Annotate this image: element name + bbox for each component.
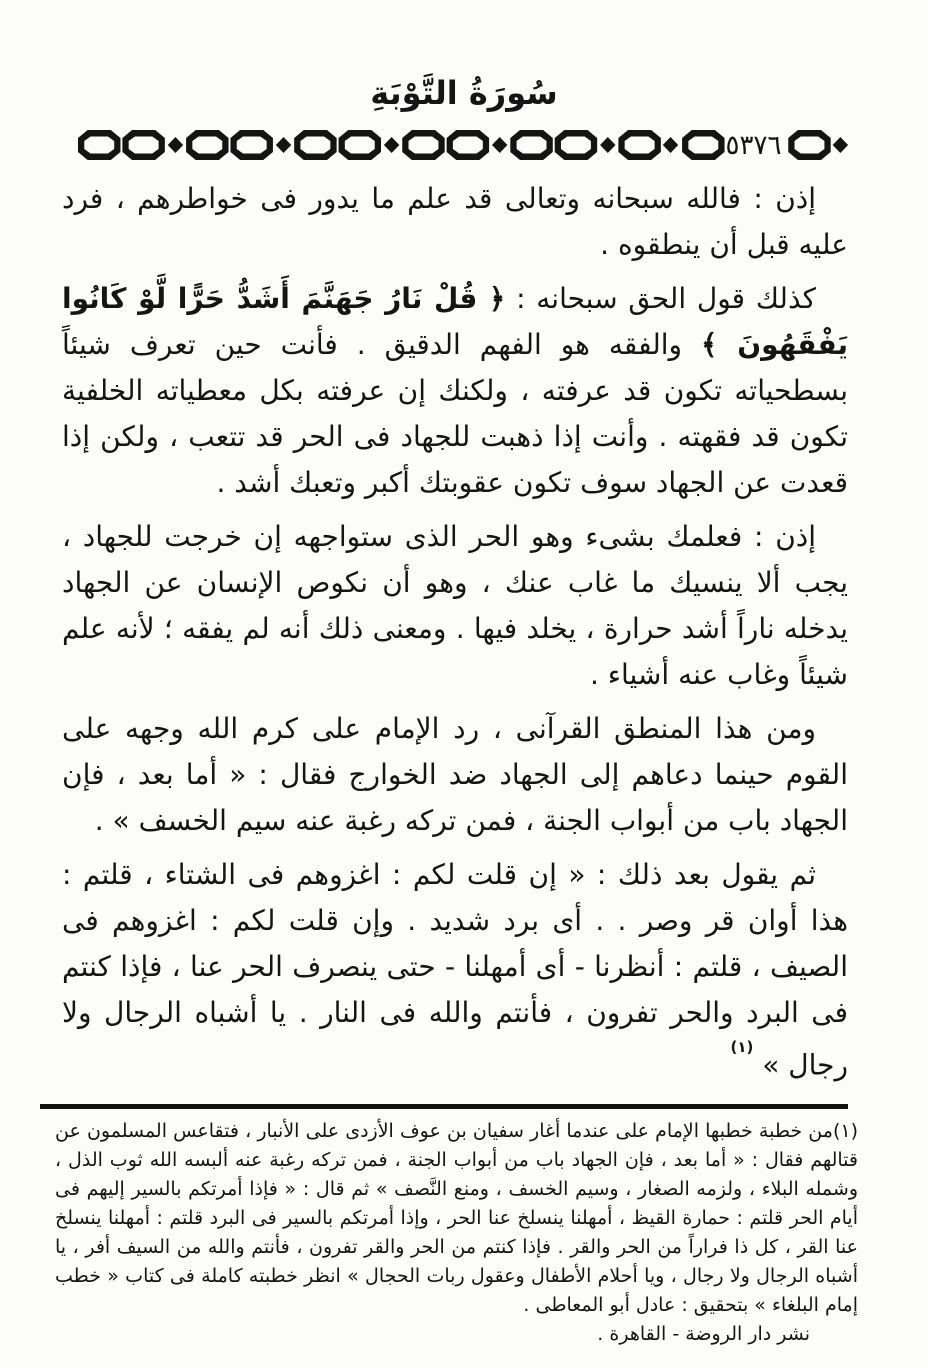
paragraph-5-text: ثم يقول بعد ذلك : « إن قلت لكم : اغزوهم فى الشتاء ، قلتم : هذا أوان قر وصر . . أى برد شديد . وإن قلت لكم : اغزوهم فى الصيف ، قلتم : أنظرنا - أى أمهلنا - حتى ينصرف الحر عنا ، فإذا كنتم فى البرد والحر تفرون ، فأنتم والله فى النار . يا أشباه الرجال ولا رجال » (62, 858, 848, 1082)
paragraph-5 (62, 852, 848, 1088)
paragraph-1-text: إذن : فالله سبحانه وتعالى قد علم ما يدور فى خواطرهم ، فرد عليه قبل أن ينطقوه . (62, 182, 848, 261)
surah-title-calligraphy: سُورَةُ التَّوْبَةِ (370, 74, 558, 112)
footnote-publisher-line: نشر دار الروضة - القاهرة . (597, 1323, 810, 1346)
paragraph-2-intro: كذلك قول الحق سبحانه : (505, 282, 816, 315)
footnote-marker: (١) (730, 1038, 754, 1056)
ornament-chain-border (50, 128, 850, 162)
main-text-column (62, 176, 848, 1088)
quran-verse: ﴿ قُلْ نَارُ جَهَنَّمَ أَشَدُّ حَرًّا لَّوْ كَانُوا يَفْقَهُونَ ﴾ (62, 282, 848, 361)
paragraph-1 (62, 176, 848, 268)
footnote-1 (55, 1117, 858, 1320)
paragraph-2 (62, 276, 848, 506)
footnote-separator-rule (40, 1104, 848, 1109)
footnote-1-text: (١)من خطبة خطبها الإمام على عندما أغار سفيان بن عوف الأزدى على الأنبار ، فتقاعس المسلمون عن قتالهم فقال : « أما بعد ، فإن الجهاد باب من أبواب الجنة ، فمن تركه رغبة عنه ألبسه الله ثوب الذل ، وشمله البلاء ، ولزمه الصغار ، وسيم الخسف ، ومنع النَّصف » ثم قال : « فإذا أمرتكم بالسير إليهم فى أيام الحر قلتم : حمارة القيظ ، أمهلنا ينسلخ عنا الحر ، وإذا أمرتكم بالسير فى البرد قلتم : أمهلنا ينسلخ عنا القر ، كل ذا فراراً من الحر والقر . فإذا كنتم من الحر والقر تفرون ، فأنتم والله من السيف أفر ، يا أشباه الرجال ولا رجال ، ويا أحلام الأطفال وعقول ربات الحجال » انظر خطبته كاملة فى كتاب « خطب إمام البلغاء » بتحقيق : عادل أبو المعاطى . (55, 1120, 858, 1317)
chain-ornament-graphic (78, 128, 850, 162)
page-number: ٥٣٧٦ (725, 129, 782, 162)
paragraph-3 (62, 514, 848, 698)
paragraph-2-rest: والفقه هو الفهم الدقيق . فأنت حين تعرف شيئاً بسطحياته تكون قد عرفته ، ولكنك إن عرفته بكل معطياته الخلفية تكون قد فقهته . وأنت إذا ذهبت للجهاد فى الحر قد تتعب ، ولكن إذا قعدت عن الجهاد سوف تكون عقوبتك أكبر وتعبك أشد . (62, 328, 848, 499)
paragraph-4-text: ومن هذا المنطق القرآنى ، رد الإمام على كرم الله وجهه على القوم حينما دعاهم إلى الجهاد ضد الخوارج فقال : « أما بعد ، فإن الجهاد باب من أبواب الجنة ، فمن تركه رغبة عنه سيم الخسف » . (62, 712, 848, 837)
footnotes-section (40, 1104, 873, 1349)
paragraph-4 (62, 706, 848, 844)
paragraph-3-text: إذن : فعلمك بشىء وهو الحر الذى ستواجهه إن خرجت للجهاد ، يجب ألا ينسيك ما غاب عنك ، وهو أن نكوص الإنسان عن الجهاد يدخله ناراً أشد حرارة ، يخلد فيها . ومعنى ذلك أنه لم يفقه ؛ لأنه علم شيئاً وغاب عنه أشياء . (62, 520, 848, 691)
